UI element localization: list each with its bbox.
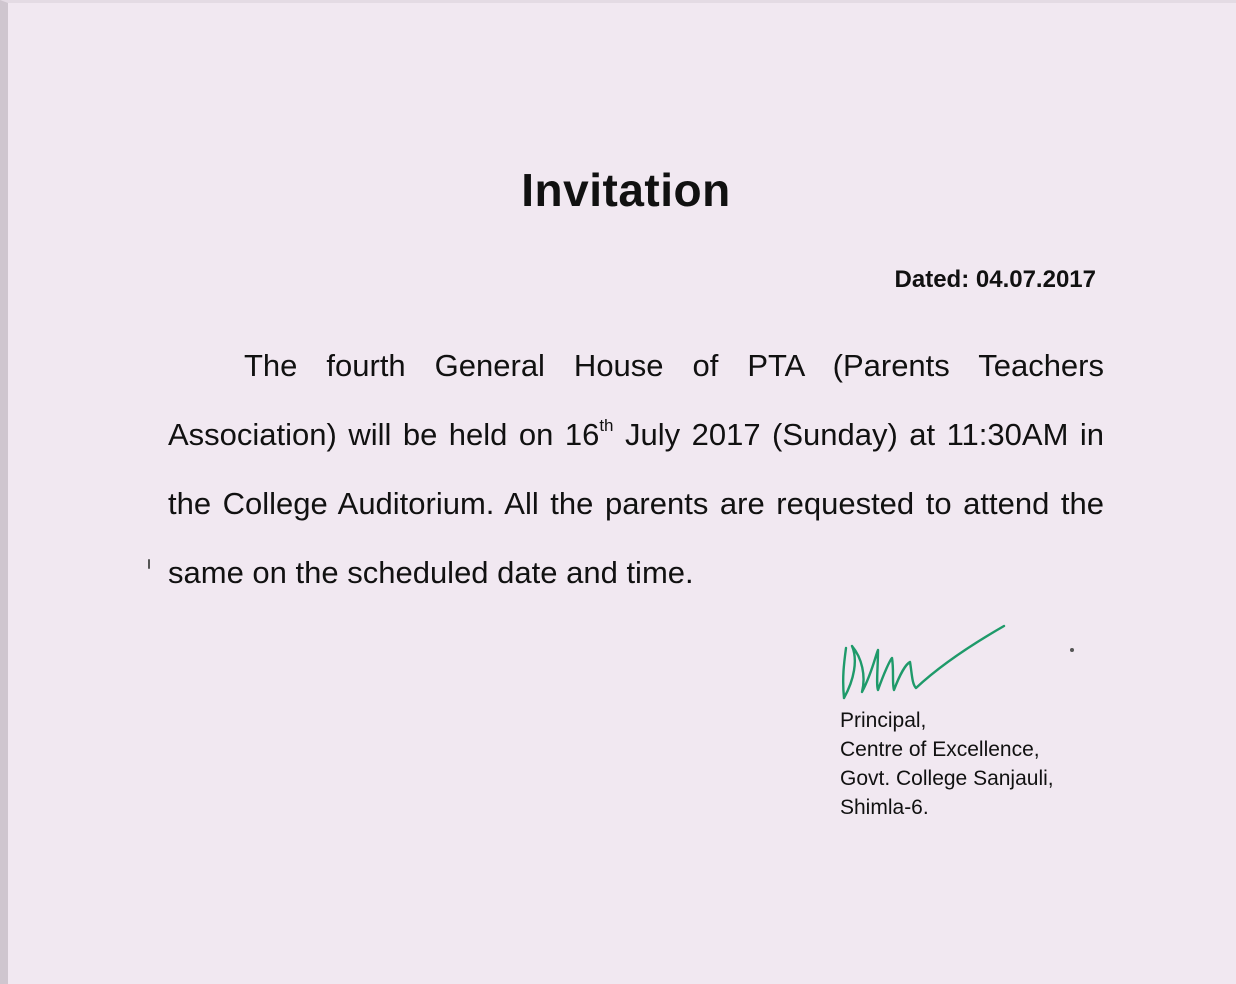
signatory-line-3: Govt. College Sanjauli,	[840, 767, 1054, 790]
handwritten-signature	[832, 618, 1012, 710]
body-superscript: th	[599, 416, 614, 435]
document-date: Dated: 04.07.2017	[894, 266, 1096, 293]
body-text-part2: July 2017 (Sunday) at 11:30AM in the College Auditorium. All the parents are requested to attend the same on the scheduled date and time.	[168, 417, 1104, 590]
body-text-part1: The fourth General House of PTA (Parents Teachers Association) will be held on 16	[168, 348, 1104, 452]
invitation-body	[168, 331, 1104, 607]
ink-speck	[148, 559, 150, 569]
signatory-line-2: Centre of Excellence,	[840, 738, 1040, 761]
signatory-block	[840, 706, 1054, 822]
document-title: Invitation	[521, 164, 731, 216]
signatory-line-1: Principal,	[840, 709, 927, 732]
ink-speck	[1070, 648, 1074, 652]
signatory-line-4: Shimla-6.	[840, 796, 929, 819]
